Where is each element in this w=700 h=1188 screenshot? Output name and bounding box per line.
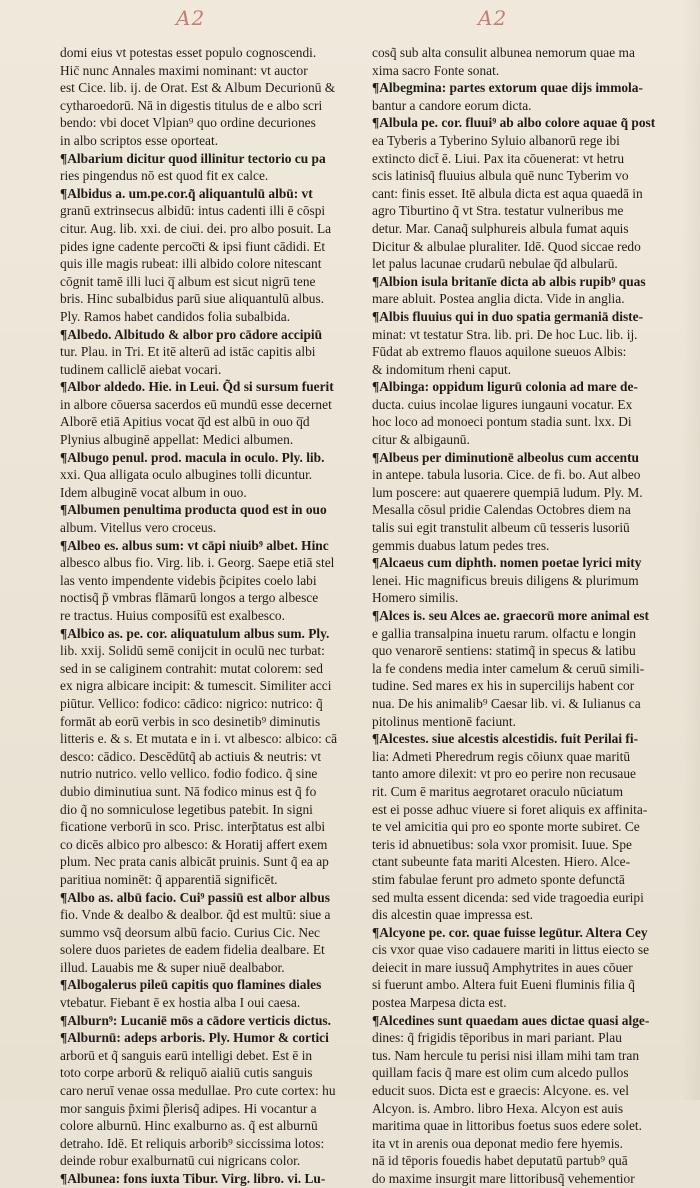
text-line: fio. Vnde & dealbo & dealbor. q̃d est multū: siue a — [60, 907, 331, 923]
text-line: domi eius vt potestas esset populo cognoscendi. — [60, 45, 317, 60]
text-line: ¶Albegmina: partes extorum quae dijs immola- — [372, 80, 643, 96]
text-line: tur. Plau. in Tri. Et itē alterū ad istāc capitis albi — [60, 344, 316, 360]
text-line: cytharoedorū. Nā in digestis titulus de e albo scri — [60, 97, 323, 113]
text-line: ¶Albor aldedo. Hie. in Leui. Q̃d si sursum fuerit — [60, 379, 334, 395]
text-line: bris. Hinc subalbidus parū siue aliquantulū albus. — [60, 291, 325, 307]
signature-mark-left: A2 — [176, 6, 206, 30]
text-line: educit suos. Dicta est e graecis: Alcyone. es. vel — [372, 1083, 629, 1099]
text-line: mor sanguis p̃ximi p̃lerisq̃ adipes. Hi vocantur a — [60, 1100, 317, 1116]
text-line: ita vt in arenis oua deponat medio fere hyemis. — [372, 1135, 623, 1151]
text-line: gemmis duabus latum pedes tres. — [372, 537, 550, 553]
text-line: ¶Albumen penultima producta quod est in ouo — [60, 502, 327, 518]
text-line: Alcyon. is. Ambro. libro Hexa. Alcyon est auis — [372, 1100, 624, 1116]
left-text-column — [60, 44, 352, 1188]
text-line: la fe condens media inter camelum & ceruū simili- — [372, 660, 645, 676]
text-line: ¶Albarium dicitur quod illinitur tectorio cu pa — [60, 150, 326, 166]
text-line: sed multa essent dicenda: sed vide tragoedia euripi — [372, 889, 644, 905]
text-line: extincto dict̄ ē. Liui. Pax ita cōuenerat: vt hetru — [372, 150, 625, 166]
text-line: est ei posse adhuc viuere si foret aliquis ex affinita- — [372, 801, 648, 817]
text-line: in antepe. tabula lusoria. Cice. de fi. bo. Aut albeo — [372, 467, 641, 483]
text-line: quo venarorē sentiens: statimq̃ in specus & latibu — [372, 643, 636, 659]
text-line: ¶Albedo. Albitudo & albor pro cādore accipiū — [60, 326, 323, 342]
text-line: illud. Lauabis me & super niuē dealbabor. — [60, 959, 285, 975]
text-line: talis sui egit transtulit albeum cū tesseris lusoriū — [372, 520, 630, 536]
right-text-column — [372, 44, 664, 1188]
text-line: cant: finis esset. Itē albula dicta est aqua quaedā in — [372, 185, 643, 201]
text-line: re tractus. Huius composit̄ū est exalbesco. — [60, 608, 285, 623]
text-line: caro neruī venae ossa medullae. Pro cute cortex: hu — [60, 1083, 336, 1099]
text-line: deinde robur exalburnatū cui nigricans color. — [60, 1153, 301, 1169]
text-line: pitolinus mentionē faciunt. — [372, 713, 516, 729]
text-line: nua. De his animalib⁹ Caesar lib. vi. & Iulianus ca — [372, 695, 641, 711]
text-line: pides igne cadente percoc̅ti & ipsi fiunt cādidi. Et — [60, 238, 326, 254]
text-line: citur & albigaunū. — [372, 432, 470, 448]
text-line: desco: cādico. Descēdūtq̃ ab actiuis & neutris: vt — [60, 748, 322, 764]
text-line: co dicēs albico pro albesco: & Horatij affert exem — [60, 836, 328, 852]
text-line: rit. Cum ē maritus aegrotaret oraculo nūciatum — [372, 783, 623, 799]
text-line: ¶Albula pe. cor. fluui⁹ ab albo colore aquae q̃ post — [372, 115, 656, 131]
text-line: ries pingendus nō est quod fit ex calce. — [60, 168, 269, 184]
text-line: ducta. cuius incolae ligures iungauni vocatur. Ex — [372, 396, 633, 412]
text-line: bendo: vbi docet Vlpian⁹ quo ordine decuriones — [60, 115, 316, 131]
text-line: teris id abnuetibus: sola vxor promisit. Iuue. Spe — [372, 836, 632, 852]
text-line: si fuerunt ambo. Altera fuit Eueni fluminis filia q̃ — [372, 977, 635, 993]
text-line: lum poscere: aut quaerere quempiā ludum. Ply. M. — [372, 484, 643, 500]
text-line: do maxime insurgit mare littoribusq̃ vehementior — [372, 1171, 635, 1186]
text-line: postea Marpesa dicta est. — [372, 995, 507, 1011]
text-line: ¶Albidus a. um.pe.cor.q̃ aliquantulū albū: vt — [60, 185, 313, 201]
text-line: lib. xxij. Solidū semē conijcit in oculū nec turbat: — [60, 643, 325, 659]
text-line: colore alburnū. Hinc exalburno as. q̃ est alburnū — [60, 1118, 318, 1134]
text-line: dio q̃ no somniculose legetibus patebit. In signi — [60, 801, 313, 817]
text-line: ¶Albis fluuius qui in duo spatia germaniā diste- — [372, 308, 644, 324]
text-line: stim fabulae ferunt pro admeto sponte defunctā — [372, 871, 625, 887]
text-line: ctant subeunte fata mariti Alcesten. Hiero. Alce- — [372, 854, 631, 870]
text-line: dis alcestin quae impressa est. — [372, 907, 534, 923]
page-edge-shadow — [682, 0, 700, 1100]
text-line: tus. Nam hercule tu perisi nisi illam mihi tam tran — [372, 1047, 640, 1063]
text-line: minat: vt testatur Stra. lib. pri. De hoc Luc. lib. ij. — [372, 326, 638, 342]
text-line: nutrio nutrico. vello vellico. fodio fodico. q̃ sine — [60, 766, 318, 782]
text-line: ¶Alburn⁹: Lucaniē mōs a cādore verticis dictus. — [60, 1012, 331, 1028]
text-line: las vento impendente videbis p̃cipites coelo labi — [60, 572, 317, 588]
text-line: & indomitum rheni caput. — [372, 361, 512, 377]
text-line: ¶Albico as. pe. cor. aliquatulum albus sum. Ply. — [60, 625, 330, 641]
text-line: ¶Alcaeus cum diphth. nomen poetae lyrici mity — [372, 555, 642, 571]
text-line: tudinem calliclē aiebat vocari. — [60, 361, 222, 377]
text-line: ¶Albion isula britanīe dicta ab albis rupib⁹ quas — [372, 273, 646, 289]
text-line: ex nigra albicare incipit: & tumescit. Similiter acci — [60, 678, 332, 694]
text-line: albesco albus fio. Virg. lib. i. Georg. Saepe etiā stel — [60, 555, 335, 571]
text-line: te vel amicitia qui pro eo sponte morte subiret. Ce — [372, 819, 640, 835]
text-line: plum. Nec prata canis albicāt pruinis. Sunt q̃ ea ap — [60, 854, 329, 870]
text-line: nā id tēporis fouedis habet deputatū partub⁹ quā — [372, 1153, 628, 1169]
text-line: ¶Albo as. albū facio. Cui⁹ passiū est albor albus — [60, 889, 330, 905]
text-line: quis ille magis rubeat: illi albido colore nitescant — [60, 256, 322, 272]
text-line: vtebatur. Fiebant ē ex hostia alba I oui caesa. — [60, 995, 301, 1011]
text-line: lia: Admeti Pheredrum regis cōiunx quae maritū — [372, 748, 631, 764]
text-line: ea Tyberis a Tyberino Syluio albanorū rege ibi — [372, 132, 620, 148]
text-line: ¶Alcyone pe. cor. quae fuisse legūtur. Altera Cey — [372, 924, 648, 940]
text-line: Dicitur & albulae pluraliter. Idē. Quod siccae redo — [372, 238, 641, 254]
text-line: summo vsq̃ deorsum albū facio. Curius Cic. Nec — [60, 924, 320, 940]
text-line: ¶Albunea: fons iuxta Tibur. Virg. libro. vi. Lu- — [60, 1171, 326, 1186]
text-line: ¶Albinga: oppidum ligurū colonia ad mare de- — [372, 379, 638, 395]
text-line: xxi. Qua alligata oculo albugines tolli dicuntur. — [60, 467, 313, 483]
text-line: ¶Albugo penul. prod. macula in oculo. Ply. lib. — [60, 449, 325, 465]
text-line: detraho. Idē. Et reliquis arborib⁹ siccissima lotos: — [60, 1135, 325, 1151]
text-line: maritima quae in littoribus foetus suos edere solet. — [372, 1118, 642, 1134]
text-line: toto corpe arborū & reliquō aialiū cutis sanguis — [60, 1065, 313, 1081]
text-line: bantur a candore eorum dicta. — [372, 97, 532, 113]
text-line: paritiua nominēt: q̃ apparentiā significēt. — [60, 871, 278, 887]
text-line: in albo scriptos esse oporteat. — [60, 132, 219, 148]
text-line: xima sacro Fonte sonat. — [372, 62, 500, 78]
text-line: ¶Albeus per diminutionē albeolus cum accentu — [372, 449, 640, 465]
text-line: detur. Mar. Canaq̃ sulphureis albula fumat aquis — [372, 220, 629, 236]
text-line: in albore cōuersa sacerdos eū mundū esse decernet — [60, 396, 332, 412]
text-line: ¶Alcedines sunt quaedam aues dictae quasi alge- — [372, 1012, 650, 1028]
text-line: dubio diminutiua sunt. Nā fodico minus est q̃ fo — [60, 783, 317, 799]
text-line: album. Vitellus vero croceus. — [60, 520, 217, 536]
signature-mark-right: A2 — [478, 6, 508, 30]
text-line: litteris e. & s. Et mutata e in i. vt albesco: albico: cā — [60, 731, 338, 747]
text-line: Hic̄ nunc Annales maximi nominant: vt auctor — [60, 62, 308, 78]
text-line: arborū et q̃ sanguis earū intelligi debet. Est ē in — [60, 1047, 313, 1063]
text-line: let palus lacunae crudarū nebulae q̅d albularū. — [372, 256, 618, 272]
text-line: est Cice. lib. ij. de Orat. Est & Album Decurionū & — [60, 80, 336, 96]
text-line: lenei. Hic magnificus breuis diligens & plurimum — [372, 572, 639, 588]
text-line: Idem albuginē vocat album in ouo. — [60, 484, 247, 500]
text-line: ficatione verborū in sco. Prisc. interp̃tatus est albi — [60, 819, 326, 835]
text-line: mare abluit. Postea anglia dicta. Vide in anglia. — [372, 291, 625, 307]
text-line: ¶Albeo es. albus sum: vt cāpi niuib⁹ albet. Hinc — [60, 537, 329, 553]
text-line: Fūdat ab extremo flauos aquilone sueuos Albis: — [372, 344, 627, 360]
text-line: dines: q̃ frigidis tēporibus in mari pariant. Plau — [372, 1030, 622, 1046]
text-line: deiecit in mare iussuq̃ Amphytrites in aues cōuer — [372, 959, 633, 975]
text-line: Ply. Ramos habet candidos folia subalbida. — [60, 308, 291, 324]
text-line: Homero similis. — [372, 590, 459, 606]
text-line: granū extrinsecus albidū: intus cadenti illi ē cōspi — [60, 203, 326, 219]
text-line: hoc loco ad monoeci pontum stadia sunt. lxx. Di — [372, 414, 632, 430]
text-line: formāt ab eorū verbis in sco desinetib⁹ diminutis — [60, 713, 321, 729]
text-line: tudine. Sed mares ex his in supercilijs habent cor — [372, 678, 635, 694]
text-line: Alborē etiā Apitius vocat q̅d est albū in ouo q̅d — [60, 414, 310, 430]
text-line: cosq̃ sub alta consulit albunea nemorum quae ma — [372, 45, 635, 60]
text-line: scis latinisq̃ fluuius albula quē nunc Tyberim vo — [372, 168, 629, 184]
text-line: noctisq̃ p̃ vmbras flāmarū longos a tergo albesce — [60, 590, 319, 606]
text-line: sed in se caliginem contrahit: mutat colorem: sed — [60, 660, 323, 676]
text-line: cis vxor quae viso cadauere mariti in littus eiecto se — [372, 942, 650, 958]
text-line: cōgnit tamē illi luci q̅ album est sicut nigrū tene — [60, 273, 316, 289]
text-line: ¶Alcestes. siue alcestis alcestidis. fuit Perilai fi- — [372, 731, 639, 747]
text-line: quillam facis q̃ mare est olim cum alcedo pullos — [372, 1065, 629, 1081]
text-line: ¶Albogalerus pileū capitis quo flamines diales — [60, 977, 322, 993]
text-line: Plynius albuginē appellat: Medici albumen. — [60, 432, 294, 448]
text-line: e gallia transalpina inuetu rarum. olfactu e longin — [372, 625, 637, 641]
text-line: agro Tiburtino q̃ vt Stra. testatur vulneribus me — [372, 203, 624, 219]
text-line: citur. Aug. lib. xxi. de ciui. dei. pro albo posuit. La — [60, 220, 332, 236]
text-line: piūtur. Vellico: fodico: cādico: nigrico: nutrico: q̃ — [60, 695, 323, 711]
text-line: ¶Alburnū: adeps arboris. Ply. Humor & cortici — [60, 1030, 329, 1046]
text-line: tanto amore dilexit: vt pro eo perire non recusaue — [372, 766, 636, 782]
text-line: Mesalla cōsul pridie Calendas Octobres diem na — [372, 502, 631, 518]
text-line: ¶Alces is. seu Alces ae. graecorū more animal est — [372, 608, 649, 623]
text-line: solere duos parietes de eadem fidelia dealbare. Et — [60, 942, 325, 958]
